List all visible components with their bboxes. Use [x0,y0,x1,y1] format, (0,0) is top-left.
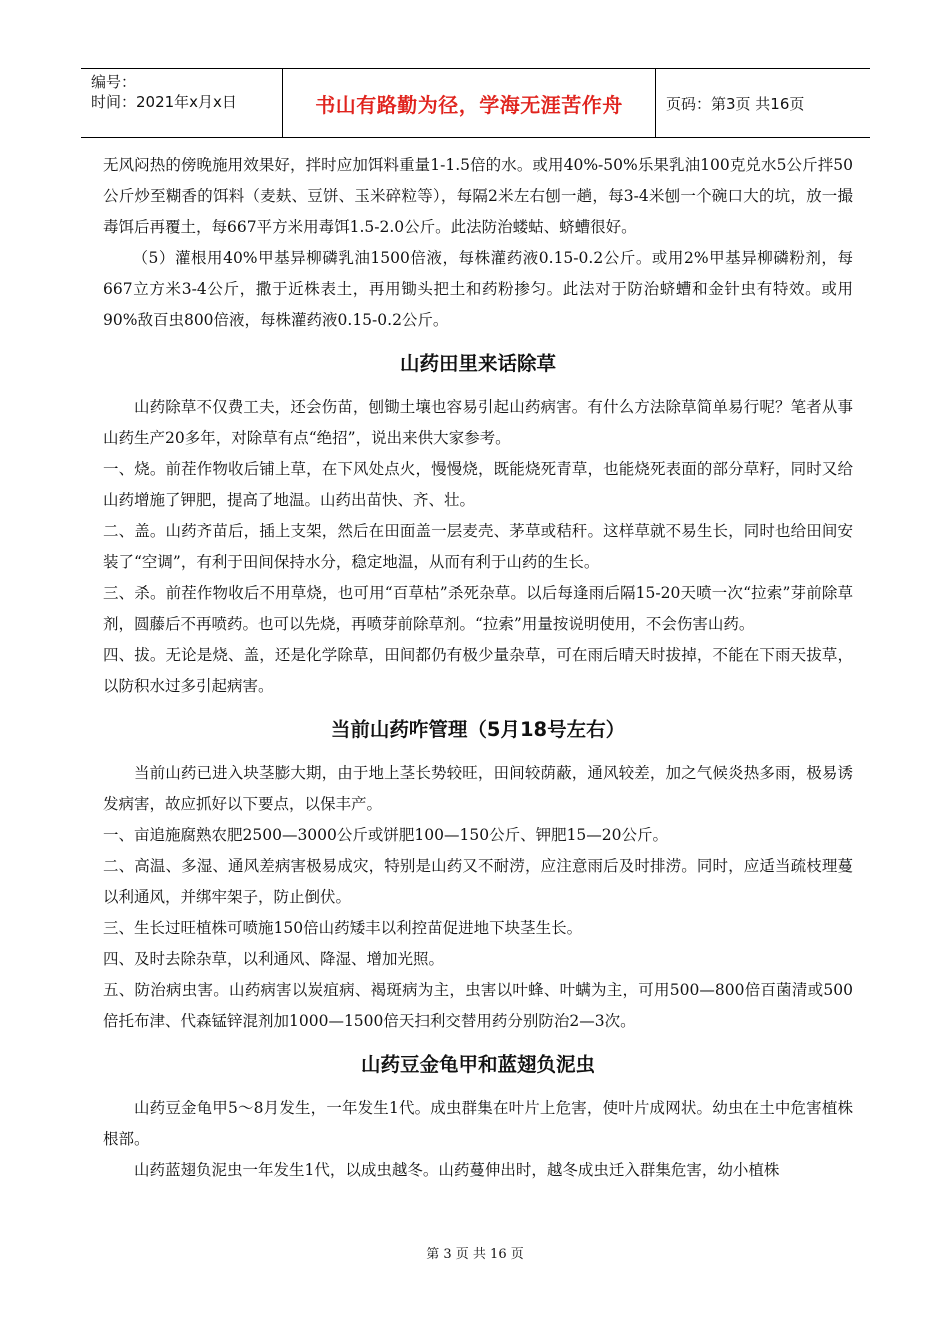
page-header [81,68,870,138]
paragraph: 三、生长过旺植株可喷施150倍山药矮丰以利控苗促进地下块茎生长。 [103,919,583,937]
paragraph: 四、拔。无论是烧、盖，还是化学除草，田间都仍有极少量杂草，可在雨后晴天时拔掉，不能在下雨天拔草，以防积水过多引起病害。 [103,646,853,695]
section-heading: 当前山药咋管理（5月18号左右） [330,718,626,741]
paragraph: 一、亩追施腐熟农肥2500—3000公斤或饼肥100—150公斤、钾肥15—20公斤。 [103,826,669,844]
paragraph: 山药豆金龟甲5～8月发生，一年发生1代。成虫群集在叶片上危害，使叶片成网状。幼虫在土中危害植株根部。 [103,1099,853,1148]
header-meta-cell [81,69,283,137]
paragraph: 无风闷热的傍晚施用效果好，拌时应加饵料重量1-1.5倍的水。或用40%-50%乐果乳油100克兑水5公斤拌50公斤炒至糊香的饵料（麦麸、豆饼、玉米碎粒等），每隔2米左右刨一趟，每3-4米刨一个碗口大的坑，放一撮毒饵后再覆土，每667平方米用毒饵1.5-2.0公斤。此法防治蝼蛄、蛴螬很好。 [103,156,853,236]
paragraph: 一、烧。前茬作物收后铺上草，在下风处点火，慢慢烧，既能烧死青草，也能烧死表面的部分草籽，同时又给山药增施了钾肥，提高了地温。山药出苗快、齐、壮。 [103,460,853,509]
paragraph: 山药蓝翅负泥虫一年发生1代，以成虫越冬。山药蔓伸出时，越冬成虫迁入群集危害，幼小植株 [134,1161,780,1179]
section-heading: 山药田里来话除草 [399,352,556,375]
paragraph: 三、杀。前茬作物收后不用草烧，也可用“百草枯”杀死杂草。以后每逢雨后隔15-20天喷一次“拉索”芽前除草剂，圆藤后不再喷药。也可以先烧，再喷芽前除草剂。“拉索”用量按说明使用，不会伤害山药。 [103,584,853,633]
header-page-info: 页码：第3页 共16页 [666,94,805,113]
date-label: 时间：2021年x月x日 [91,93,237,111]
paragraph: 二、盖。山药齐苗后，插上支架，然后在田面盖一层麦壳、茅草或秸秆。这样草就不易生长，同时也给田间安装了“空调”，有利于田间保持水分，稳定地温，从而有利于山药的生长。 [103,522,853,571]
serial-number-label: 编号： [91,73,137,91]
paragraph: 四、及时去除杂草，以利通风、降湿、增加光照。 [103,950,445,968]
paragraph: 二、高温、多湿、通风差病害极易成灾，特别是山药又不耐涝，应注意雨后及时排涝。同时，应适当疏枝理蔓以利通风，并绑牢架子，防止倒伏。 [103,857,853,906]
paragraph: 当前山药已进入块茎膨大期，由于地上茎长势较旺，田间较荫蔽，通风较差，加之气候炎热多雨，极易诱发病害，故应抓好以下要点，以保丰产。 [103,764,853,813]
paragraph: 山药除草不仅费工夫，还会伤苗，刨锄土壤也容易引起山药病害。有什么方法除草简单易行呢？笔者从事山药生产20多年，对除草有点“绝招”，说出来供大家参考。 [103,398,853,447]
paragraph: 五、防治病虫害。山药病害以炭疽病、褐斑病为主，虫害以叶蜂、叶螨为主，可用500—800倍百菌清或500倍托布津、代森锰锌混剂加1000—1500倍天扫利交替用药分别防治2—3次。 [103,981,853,1030]
document-body [103,150,853,1186]
header-motto: 书山有路勤为径，学海无涯苦作舟 [283,69,656,137]
section-heading: 山药豆金龟甲和蓝翅负泥虫 [360,1053,595,1076]
paragraph: （5）灌根用40%甲基异柳磷乳油1500倍液，每株灌药液0.15-0.2公斤。或用2%甲基异柳磷粉剂，每667立方米3-4公斤，撒于近株表土，再用锄头把土和药粉掺匀。此法对于防治蛴螬和金针虫有特效。或用90%敌百虫800倍液，每株灌药液0.15-0.2公斤。 [103,249,853,329]
page-footer: 第 3 页 共 16 页 [426,1247,524,1262]
